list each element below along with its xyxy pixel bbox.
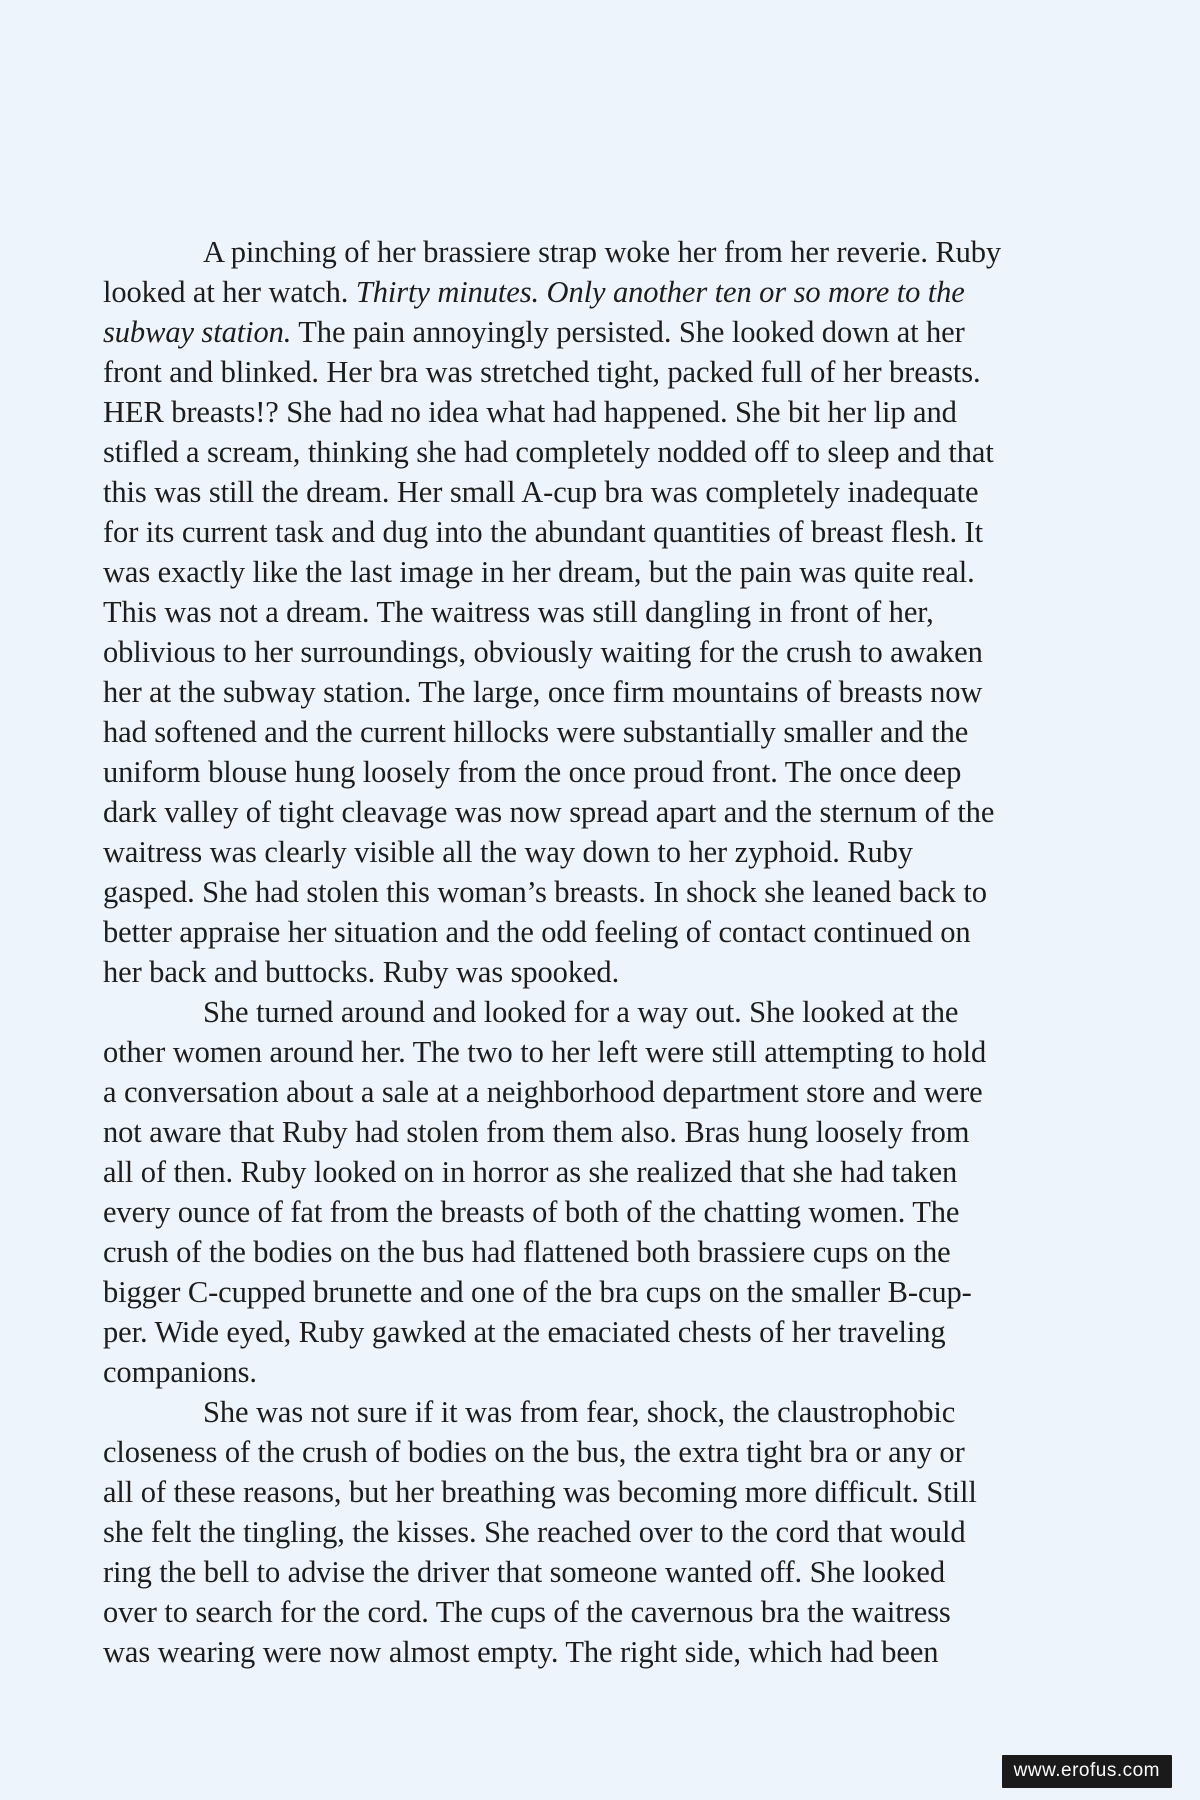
text-line: over to search for the cord. The cups of the cavernous bra the waitress [103, 1595, 951, 1629]
text-line: was exactly like the last image in her dream, but the pain was quite real. [103, 555, 975, 589]
text-line [103, 312, 1103, 352]
text-line: This was not a dream. The waitress was still dangling in front of her, [103, 595, 934, 629]
text-line: A pinching of her brassiere strap woke her from her reverie. Ruby [203, 235, 1002, 269]
text-line: HER breasts!? She had no idea what had happened. She bit her lip and [103, 395, 957, 429]
text-line: all of these reasons, but her breathing was becoming more difficult. Still [103, 1475, 977, 1509]
text-line: stifled a scream, thinking she had completely nodded off to sleep and that [103, 435, 994, 469]
text-line: all of then. Ruby looked on in horror as she realized that she had taken [103, 1155, 958, 1189]
text-line: crush of the bodies on the bus had flattened both brassiere cups on the [103, 1235, 951, 1269]
text-span: The pain annoyingly persisted. She looked down at her [291, 315, 965, 349]
text-line: dark valley of tight cleavage was now spread apart and the sternum of the [103, 795, 995, 829]
text-line: bigger C-cupped brunette and one of the bra cups on the smaller B-cup- [103, 1275, 972, 1309]
text-line: She turned around and looked for a way out. She looked at the [203, 995, 959, 1029]
italic-thought: Thirty minutes. Only another ten or so more to the [355, 275, 965, 309]
text-line: companions. [103, 1355, 257, 1389]
text-line: her at the subway station. The large, once firm mountains of breasts now [103, 675, 983, 709]
text-line: other women around her. The two to her left were still attempting to hold [103, 1035, 987, 1069]
text-line: she felt the tingling, the kisses. She reached over to the cord that would [103, 1515, 966, 1549]
text-line: better appraise her situation and the odd feeling of contact continued on [103, 915, 971, 949]
text-line: closeness of the crush of bodies on the bus, the extra tight bra or any or [103, 1435, 965, 1469]
text-line: was wearing were now almost empty. The right side, which had been [103, 1635, 939, 1669]
text-line: not aware that Ruby had stolen from them also. Bras hung loosely from [103, 1115, 970, 1149]
text-line [103, 272, 1103, 312]
text-line: front and blinked. Her bra was stretched tight, packed full of her breasts. [103, 355, 981, 389]
text-line: had softened and the current hillocks were substantially smaller and the [103, 715, 969, 749]
text-line: She was not sure if it was from fear, shock, the claustrophobic [203, 1395, 956, 1429]
text-line: uniform blouse hung loosely from the once proud front. The once deep [103, 755, 962, 789]
text-line: oblivious to her surroundings, obviously waiting for the crush to awaken [103, 635, 983, 669]
text-line: for its current task and dug into the abundant quantities of breast flesh. It [103, 515, 983, 549]
text-line: this was still the dream. Her small A-cup bra was completely inadequate [103, 475, 979, 509]
text-line: ring the bell to advise the driver that someone wanted off. She looked [103, 1555, 945, 1589]
text-line: waitress was clearly visible all the way down to her zyphoid. Ruby [103, 835, 913, 869]
text-line: her back and buttocks. Ruby was spooked. [103, 955, 620, 989]
text-span: looked at her watch. [103, 275, 356, 309]
text-line: gasped. She had stolen this woman’s breasts. In shock she leaned back to [103, 875, 987, 909]
text-line: every ounce of fat from the breasts of both of the chatting women. The [103, 1195, 960, 1229]
italic-thought: subway station. [103, 315, 292, 349]
text-line: a conversation about a sale at a neighborhood department store and were [103, 1075, 983, 1109]
site-watermark: www.erofus.com [1002, 1755, 1172, 1788]
text-line: per. Wide eyed, Ruby gawked at the emaciated chests of her traveling [103, 1315, 946, 1349]
page-text [103, 232, 1103, 1672]
